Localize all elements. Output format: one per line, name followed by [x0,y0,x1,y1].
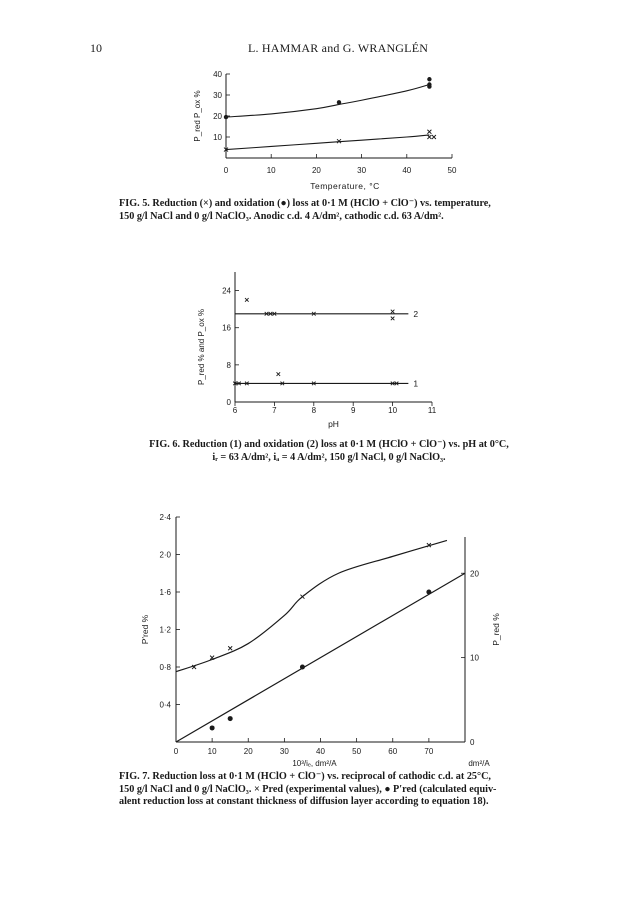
page-number: 10 [90,41,102,55]
right-y-axis-label: P_red % [491,613,501,646]
y-tick-label: 24 [222,286,231,296]
y-axis-label: P_red % and P_ox % [197,308,206,386]
figure-7-caption: FIG. 7. Reduction loss at 0·1 M (HClO + ClO⁻) vs. reciprocal of cathodic c.d. at 25°C, 150 g/l NaCl and 0 g/l NaClO₃. × Pred (experimental values), ● P′red (calculated equiv- alent reduction loss at constant thickness of diffusion layer according to equation 18). [119,771,497,807]
y-tick-label: 10 [213,133,222,142]
series-1-label: 1 [413,378,419,389]
series-1-line [176,540,447,671]
right-y-tick-label: 20 [470,569,479,579]
x-tick-label: 0 [223,166,229,175]
x-tick-label: 10 [207,747,217,756]
x-tick-label: 70 [424,747,434,756]
left-y-axis-label: P′red % [140,614,150,645]
data-point-calculated [210,725,215,730]
y-tick-label: 16 [222,323,231,333]
figure-6-caption: FIG. 6. Reduction (1) and oxidation (2) loss at 0·1 M (HClO + ClO⁻) vs. pH at 0°C, iᵣ = 63 A/dm², iₐ = 4 A/dm², 150 g/l NaCl, 0 g/l NaClO₃. [149,439,509,463]
figure-5-caption: FIG. 5. Reduction (×) and oxidation (●) loss at 0·1 M (HClO + ClO⁻) vs. temperature, 150 g/l NaCl and 0 g/l NaClO₃. Anodic c.d. 4 A/dm², cathodic c.d. 63 A/dm². [119,198,491,222]
x-tick-label: 20 [311,166,321,175]
data-point-experimental [228,646,232,650]
left-y-tick-label: 1·2 [159,625,171,635]
x-tick-label: 40 [402,166,412,175]
x-axis-label: Temperature, °C [310,181,380,191]
y-tick-label: 30 [213,91,222,100]
y-tick-label: 40 [213,70,222,79]
x-tick-label: 9 [350,406,356,415]
y-tick-label: 0 [226,398,231,407]
x-tick-label: 11 [427,406,437,415]
right-y-tick-label: 0 [470,738,475,747]
x-tick-label: 6 [232,406,238,415]
y-tick-label: 8 [226,360,231,370]
y-axis-label: P_red P_ox % [193,90,202,142]
x-axis-unit-right: dm²/A [468,759,490,768]
left-y-tick-label: 2·4 [159,513,171,522]
x-tick-label: 7 [272,406,277,415]
left-y-tick-label: 2·0 [159,550,171,560]
x-tick-label: 8 [311,406,317,415]
data-point-calculated [426,590,431,595]
left-y-tick-label: 1·6 [159,588,171,597]
x-tick-label: 30 [357,166,367,175]
x-tick-label: 50 [447,166,457,175]
series-2-line [176,573,465,742]
left-y-tick-label: 0·4 [159,700,171,710]
y-tick-label: 20 [213,112,222,121]
x-axis-label: pH [328,419,339,429]
x-axis-label: 10³/iₑ, dm²/A [292,759,337,768]
x-tick-label: 50 [352,747,362,756]
data-point-calculated [300,665,305,670]
data-point-experimental [300,595,304,599]
x-tick-label: 30 [279,747,289,756]
series-2-label: 2 [413,308,419,319]
right-y-tick-label: 10 [470,653,479,663]
data-point-calculated [228,716,233,721]
running-title: L. HAMMAR and G. WRANGLÉN [248,41,429,55]
x-tick-label: 60 [388,747,398,756]
x-tick-label: 0 [173,747,179,756]
x-tick-label: 20 [243,747,253,756]
x-tick-label: 40 [316,747,325,756]
left-y-tick-label: 0·8 [159,663,171,672]
x-tick-label: 10 [388,406,398,415]
x-tick-label: 10 [266,166,276,175]
